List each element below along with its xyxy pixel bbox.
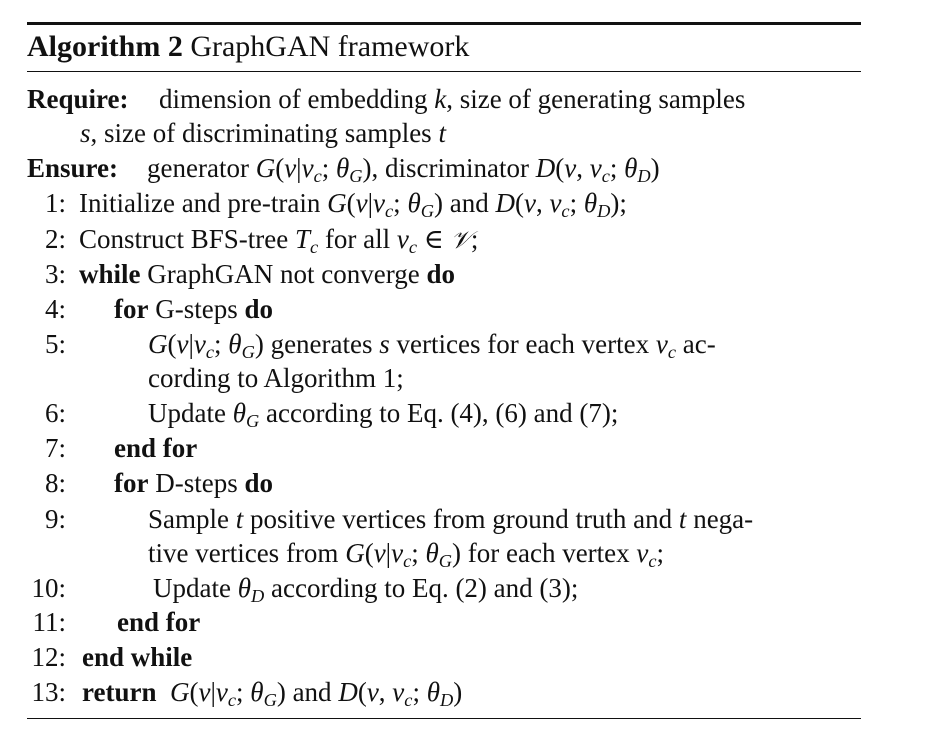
bottom-rule bbox=[27, 718, 861, 719]
step-text: Initialize and pre-train $G(v|v_c$; $\theta_G$) and D(v, $v_c$; $\theta_D$); bbox=[79, 188, 627, 222]
algorithm-name: GraphGAN framework bbox=[190, 30, 470, 63]
step-text: for D-steps do bbox=[114, 468, 274, 498]
step-keyword: end for bbox=[114, 433, 198, 463]
require-text-2: s, size of discriminating samples t bbox=[80, 118, 446, 148]
step-text: Update $\theta_D$ according to Eq. (2) and (3); bbox=[153, 573, 579, 607]
step-text: while GraphGAN not converge do bbox=[79, 259, 455, 289]
step-text: Sample t positive vertices from ground truth and t nega- bbox=[148, 504, 754, 534]
step-number: 12: bbox=[31, 642, 66, 672]
step-number: 10: bbox=[31, 573, 66, 603]
require-text-1: dimension of embedding k, size of generating samples bbox=[159, 84, 746, 114]
step-number: 3: bbox=[44, 259, 66, 289]
step-number: 7: bbox=[44, 433, 66, 463]
step-keyword: end for bbox=[117, 607, 201, 637]
step-text: for G-steps do bbox=[114, 294, 274, 324]
step-number: 4: bbox=[44, 294, 66, 324]
step-text: return $G(v|v_c$; $\theta_G$) and D(v, $v_c$; $\theta_D$) bbox=[82, 677, 463, 711]
step-text: Update $\theta_G$ according to Eq. (4), (6) and (7); bbox=[148, 398, 619, 432]
step-number: 11: bbox=[32, 607, 66, 637]
step-number: 8: bbox=[44, 468, 66, 498]
ensure-keyword: Ensure: bbox=[27, 153, 119, 183]
ensure-text: generator $G(v|v_c$; $\theta_G$), discriminator D(v, $v_c$; $\theta_D$) bbox=[147, 153, 660, 187]
step-number: 6: bbox=[44, 398, 66, 428]
step-text: cording to Algorithm 1; bbox=[148, 363, 404, 393]
step-text: $G(v|v_c$; $\theta_G$) generates s vertices for each vertex $v_c$ ac- bbox=[148, 329, 716, 363]
step-number: 5: bbox=[44, 329, 66, 359]
step-number: 9: bbox=[44, 504, 66, 534]
algorithm-title bbox=[27, 26, 469, 68]
title-rule bbox=[27, 71, 861, 72]
step-text: Construct BFS-tree $T_c$ for all $v_c$ ∈ 𝒱; bbox=[79, 224, 479, 258]
step-text: tive vertices from $G(v|v_c$; $\theta_G$) for each vertex $v_c$; bbox=[148, 538, 665, 572]
top-rule bbox=[27, 22, 861, 25]
step-keyword: end while bbox=[82, 642, 193, 672]
algorithm-label: Algorithm 2 bbox=[27, 30, 183, 63]
require-keyword: Require: bbox=[27, 84, 129, 114]
step-number: 13: bbox=[31, 677, 66, 707]
step-number: 2: bbox=[44, 224, 66, 254]
step-number: 1: bbox=[44, 188, 66, 218]
